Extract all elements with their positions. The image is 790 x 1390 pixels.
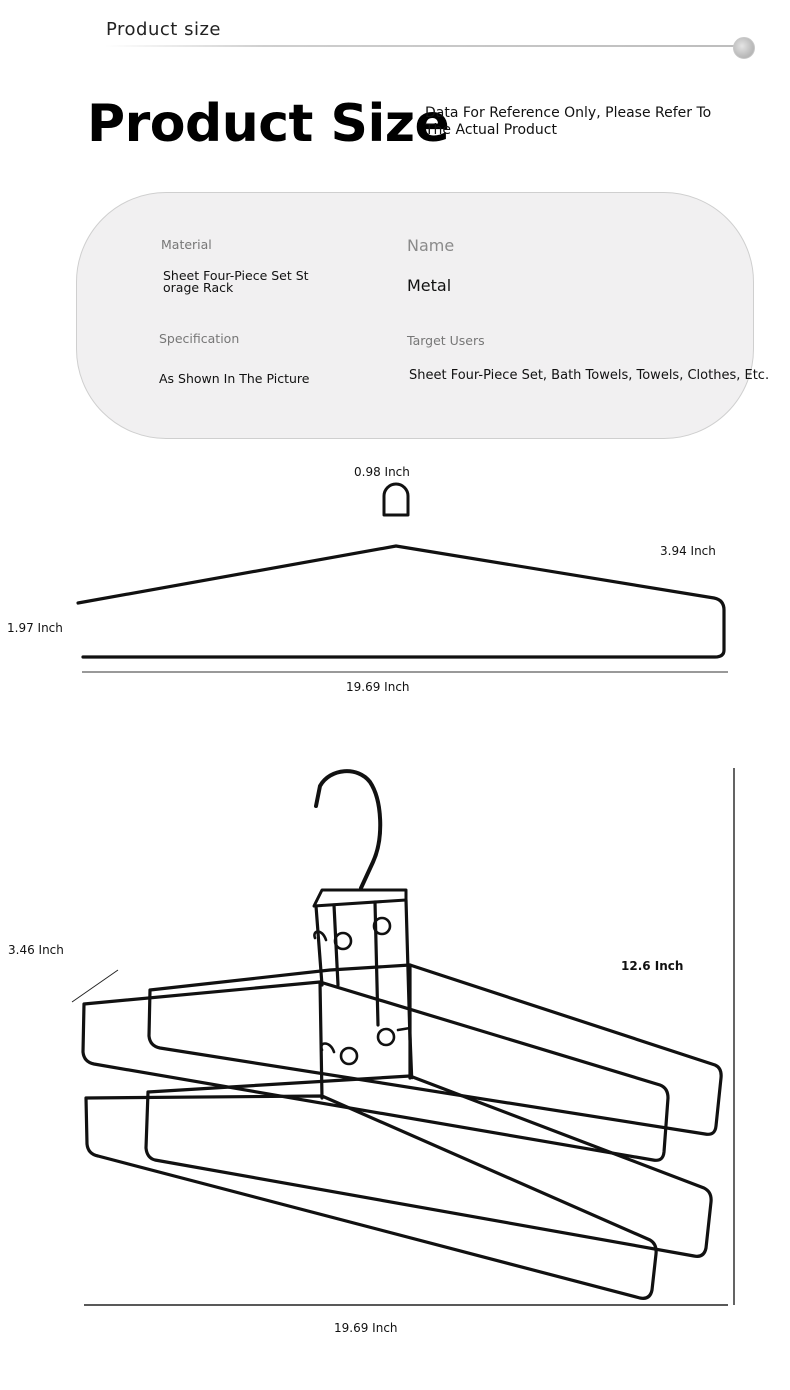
offset-dimension-tick	[72, 970, 118, 1002]
side-length-label: 3.94 Inch	[660, 544, 716, 558]
section-label: Product size	[106, 19, 221, 40]
single-width-label: 19.69 Inch	[346, 680, 410, 694]
hook-width-label: 0.98 Inch	[354, 465, 410, 479]
target-users-value: Sheet Four-Piece Set, Bath Towels, Towels, Clothes, Etc.	[409, 368, 770, 383]
page-title: Product Size	[87, 94, 450, 154]
total-height-label: 12.6 Inch	[621, 959, 684, 973]
specification-label: Specification	[159, 331, 240, 346]
single-hanger-drawing	[78, 484, 724, 657]
specification-value: As Shown In The Picture	[159, 371, 310, 386]
target-users-label: Target Users	[407, 333, 485, 348]
offset-label: 3.46 Inch	[8, 943, 64, 957]
name-value: Metal	[407, 276, 452, 295]
reference-note: Data For Reference Only, Please Refer To The Actual Product	[425, 105, 712, 138]
stacked-hanger-drawing	[83, 771, 721, 1298]
single-height-label: 1.97 Inch	[7, 621, 63, 635]
stacked-width-label: 19.69 Inch	[334, 1321, 398, 1335]
material-label: Material	[161, 237, 212, 252]
name-label: Name	[407, 236, 455, 255]
material-value: Sheet Four-Piece Set Storage Rack	[163, 268, 309, 295]
